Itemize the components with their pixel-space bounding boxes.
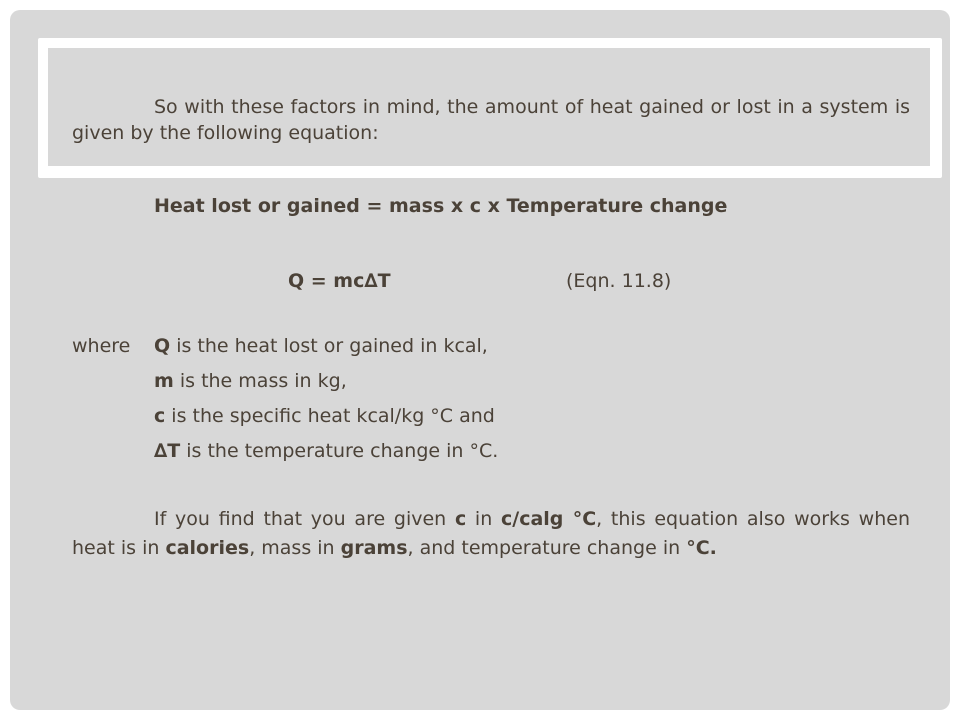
definition-text: is the temperature change in °C. (180, 440, 499, 462)
closing-text: , this equation also works when heat is in (72, 508, 910, 559)
definition-text: is the specific heat kcal/kg °C and (165, 405, 495, 427)
closing-bold: c/calg °C (501, 508, 597, 530)
definition-q (154, 333, 488, 359)
definition-symbol: Q (154, 335, 171, 357)
definition-symbol: c (154, 405, 166, 427)
intro-paragraph (72, 94, 910, 146)
closing-bold: c (454, 508, 467, 530)
closing-bold: grams (340, 537, 408, 559)
closing-text: If you find that you are given (154, 508, 455, 530)
closing-bold: calories (165, 537, 250, 559)
equation-reference: (Eqn. 11.8) (566, 270, 672, 292)
definition-symbol: m (154, 370, 174, 392)
definition-c (154, 403, 495, 429)
equation-in-words: Heat lost or gained = mass x c x Temperature change (154, 195, 728, 217)
closing-text: , and temperature change in (407, 537, 687, 559)
definition-m (154, 368, 347, 394)
definition-delta-t (154, 438, 498, 464)
definition-text: is the mass in kg, (173, 370, 347, 392)
where-label: where (72, 335, 131, 357)
definition-symbol: ∆T (154, 440, 181, 462)
definition-text: is the heat lost or gained in kcal, (170, 335, 488, 357)
closing-bold: °C. (686, 537, 717, 559)
closing-text: , mass in (249, 537, 341, 559)
closing-paragraph (72, 505, 910, 563)
closing-text: in (466, 508, 501, 530)
equation-symbolic: Q = mc∆T (288, 270, 391, 292)
intro-text: So with these factors in mind, the amount of heat gained or lost in a system is given by the following equation: (72, 96, 910, 144)
